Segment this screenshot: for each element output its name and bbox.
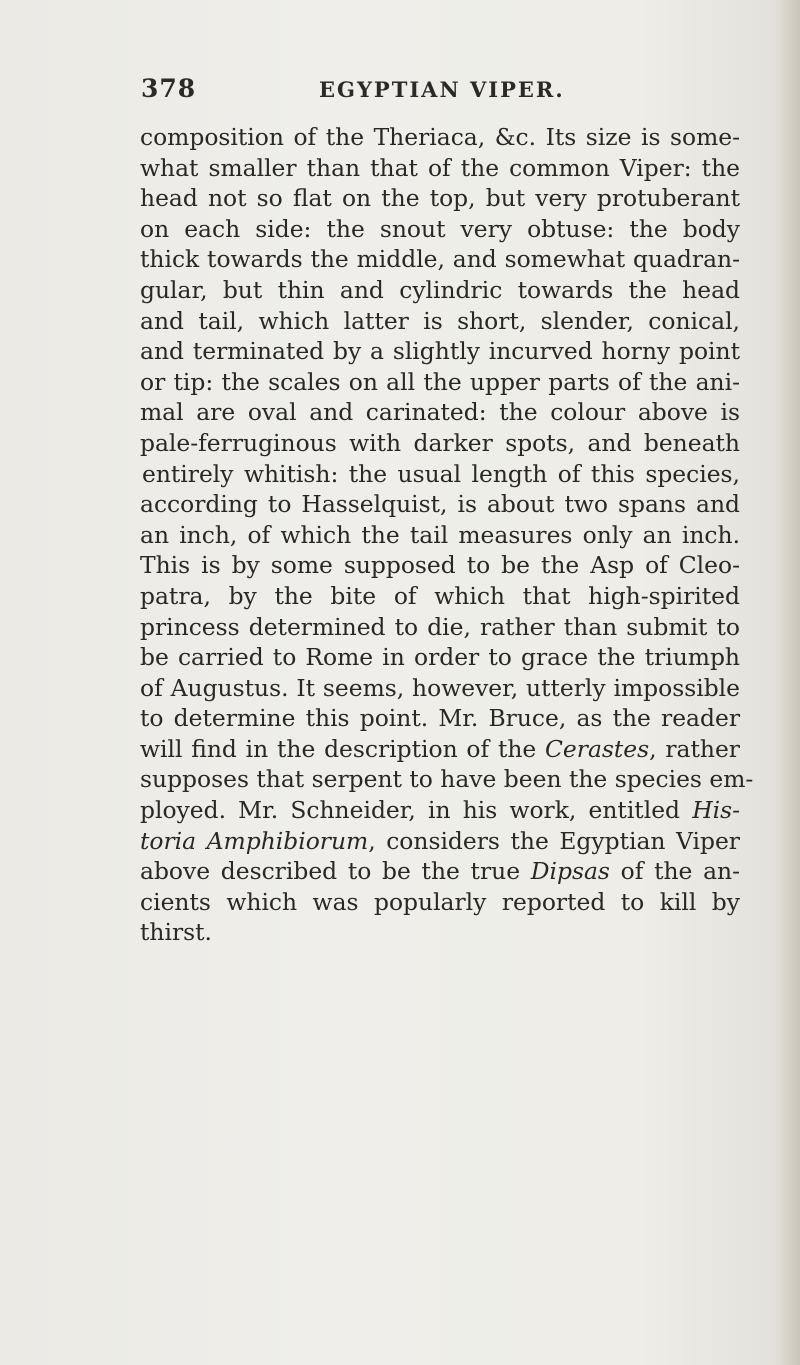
text-line: This is by some supposed to be the Asp of Cleo- [140,551,740,580]
text-line: or tip: the scales on all the upper parts of the ani- [140,367,740,396]
text-line: thirst. [140,918,212,947]
italic-term: His- [692,796,740,825]
text-line: and terminated by a slightly incurved horny point [140,337,740,366]
text-line: on each side: the snout very obtuse: the body [140,214,740,243]
text-line: supposes that serpent to have been the species em- [140,765,754,794]
text-line [140,856,740,887]
text-run: , considers the Egyptian Viper [368,826,740,855]
italic-term: Dipsas [530,857,610,886]
italic-term: Cerastes [545,734,650,763]
text-line: what smaller than that of the common Viper: the [140,153,740,182]
text-line [140,734,740,765]
text-line: be carried to Rome in order to grace the triumph [140,643,740,672]
text-line: thick towards the middle, and somewhat quadran- [140,245,740,274]
text-line [140,795,740,826]
text-line: composition of the Theriaca, &c. Its size is some- [140,123,740,151]
text-line: and tail, which latter is short, slender, conical, [140,306,740,335]
text-line: gular, but thin and cylindric towards the head [140,275,740,304]
italic-term: toria Amphibiorum [140,826,369,855]
text-line: an inch, of which the tail measures only an inch. [140,520,740,549]
running-header [141,74,571,108]
text-line: princess determined to die, rather than submit to [140,612,740,641]
body-paragraph [140,122,754,948]
text-run: of the an- [609,857,740,886]
text-run: , rather [649,734,740,763]
text-line: cients which was popularly reported to kill by [140,887,740,916]
text-line: mal are oval and carinated: the colour above is [140,398,740,427]
text-line [140,826,740,857]
running-title: EGYPTIAN VIPER. [319,77,565,102]
page-edge-shadow [778,0,800,1365]
text-run: will find in the description of the [140,734,546,763]
text-line: entirely whitish: the usual length of this species, [142,459,740,488]
page-number: 378 [141,74,197,103]
text-line: to determine this point. Mr. Bruce, as the reader [140,704,740,733]
text-line: of Augustus. It seems, however, utterly impossible [140,673,740,702]
text-line: head not so flat on the top, but very protuberant [140,184,740,213]
text-line: according to Hasselquist, is about two spans and [140,490,740,519]
text-line: patra, by the bite of which that high-spirited [140,581,740,610]
text-run: ployed. Mr. Schneider, in his work, entitled [140,796,693,825]
text-line: pale-ferruginous with darker spots, and beneath [140,428,740,457]
text-run: above described to be the true [140,857,531,886]
